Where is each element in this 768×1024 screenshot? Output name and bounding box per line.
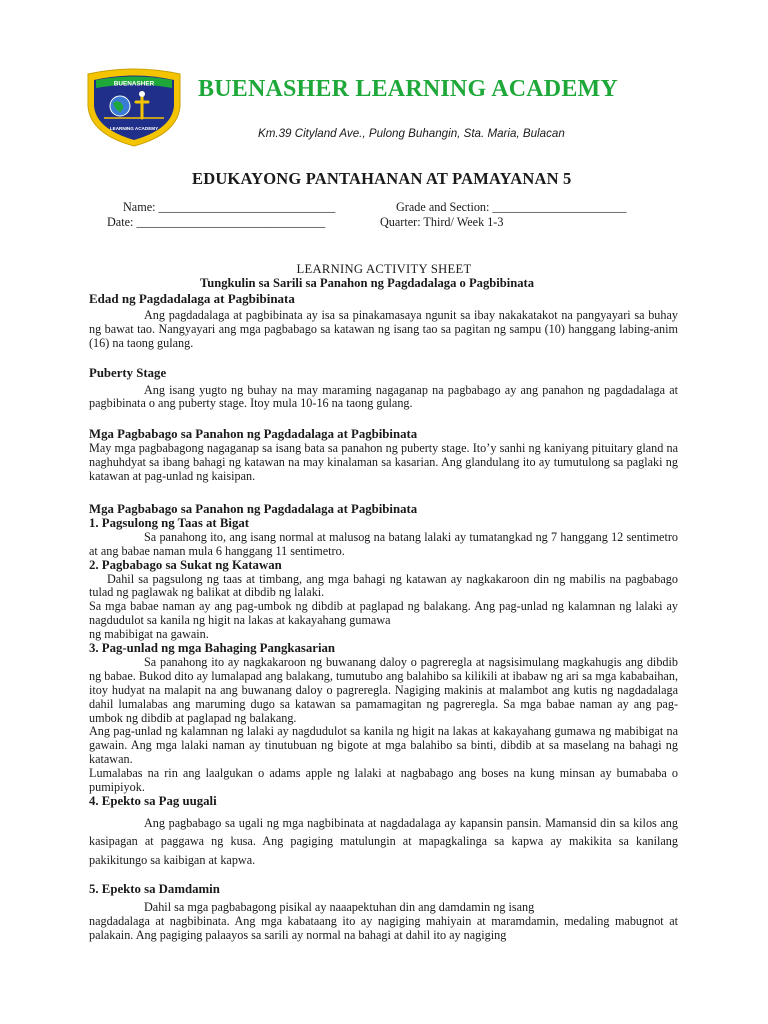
paragraph-damdamin-1: Dahil sa mga pagbabagong pisikal ay naaapektuhan din ang damdamin ng isang [144, 900, 535, 915]
subject-title: EDUKAYONG PANTAHANAN AT PAMAYANAN 5 [192, 169, 572, 188]
paragraph-pangkasarian-2: Ang pag-unlad ng kalamnan ng lalaki ay nagdudulot sa kanila ng higit na lakas at kakayahang gumawa ng mabibigat na gawain. Ang mga lalaki naman ay tinutubuan ng bigote at mga balahibo sa binti, dibdib at sa maselang na bahagi ng katawan. [89, 724, 678, 767]
heading-taas-bigat: 1. Pagsulong ng Taas at Bigat [89, 515, 250, 530]
logo-top-text: BUENASHER [113, 80, 155, 88]
heading-sukat-katawan: 2. Pagbabago sa Sukat ng Katawan [89, 557, 282, 572]
paragraph-edad: Ang pagdadalaga at pagbibinata ay isa sa pinakamasaya ngunit sa ibay nakakatakot na pangyayari sa buhay ng bawat tao. Nangyayari ang mga pagbabago sa katawan ng isang tao sa pagitan ng sampu (10) hanggang labing-anim (16) na taong gulang. [89, 307, 678, 350]
heading-damdamin: 5. Epekto sa Damdamin [89, 882, 220, 897]
heading-pagbabago-list: Mga Pagbabago sa Panahon ng Pagdadalaga at Pagbibinata [89, 501, 418, 516]
heading-puberty: Puberty Stage [89, 365, 167, 380]
paragraph-sukat-2: Sa mga babae naman ay ang pag-umbok ng dibdib at paglapad ng balakang. Ang pag-unlad ng kalamnan ng lalaki ay nagdudulot sa kanila ng higit na lakas at kakayahang gumawa [89, 599, 678, 628]
heading-pagbabago: Mga Pagbabago sa Panahon ng Pagdadalaga at Pagbibinata [89, 427, 418, 442]
school-name: BUENASHER LEARNING ACADEMY [198, 76, 618, 102]
heading-pag-uugali: 4. Epekto sa Pag uugali [89, 794, 217, 808]
sheet-title: LEARNING ACTIVITY SHEET [296, 262, 472, 276]
paragraph-puberty: Ang isang yugto ng buhay na may maraming nagaganap na pagbabago ay ang panahon ng pagdadalaga at pagbibinata o ang puberty stage. Itoy mula 10-16 na taong gulang. [89, 382, 678, 411]
paragraph-sukat-3: ng mabibigat na gawain. [89, 627, 209, 642]
paragraph-pagbabago: May mga pagbabagong nagaganap sa isang bata sa panahon ng puberty stage. Ito’y sanhi ng kaniyang pituitary gland na naghuhdyat sa ibang bahagi ng katawan na may kinalaman sa kasarian. Ang glandulang ito ay tumutulong sa paglaki ng katawan at pag-unlad ng kaisipan. [89, 441, 678, 484]
school-logo [82, 66, 186, 148]
sheet-body [89, 292, 678, 943]
heading-edad: Edad ng Pagdadalaga at Pagbibinata [89, 291, 295, 306]
topic-title: Tungkulin sa Sarili sa Panahon ng Pagdadalaga o Pagbibinata [199, 276, 535, 290]
paragraph-sukat-1: Dahil sa pagsulong ng taas at timbang, ang mga bahagi ng katawan ay nagkakaroon din ng mabilis na pagbabago tulad ng paglawak ng balikat at dibdib ng lalaki. [89, 571, 678, 600]
school-address: Km.39 Cityland Ave., Pulong Buhangin, Sta. Maria, Bulacan [258, 127, 565, 140]
heading-pangkasarian: 3. Pag-unlad ng mga Bahaging Pangkasarian [89, 641, 336, 656]
date-field: Date: _______________________________ [107, 215, 326, 229]
name-field: Name: _____________________________ [123, 200, 336, 214]
logo-bottom-text: LEARNING ACADEMY [109, 126, 159, 131]
paragraph-taas-bigat: Sa panahong ito, ang isang normal at malusog na batang lalaki ay tumatangkad ng 7 hanggang 12 sentimetro at ang babae naman mula 6 hanggang 11 sentimetro. [89, 529, 678, 558]
paragraph-pag-uugali: Ang pagbabago sa ugali ng mga nagbibinata at nagdadalaga ay kapansin pansin. Mamansid din sa kilos ang kasipagan at paggawa ng kusa. Ang pagiging matulungin at mapagkalinga sa kapwa ay makikita sa kanilang pakikitungo sa kaibigan at kapwa. [89, 815, 678, 867]
paragraph-damdamin-2: nagdadalaga at nagbibinata. Ang mga kabataang ito ay nagiging mahiyain at maramdamin, medaling mabugnot at palakain. Ang pagiging palaayos sa sarili ay normal na bahagi at dahil ito ay nagiging [89, 914, 678, 943]
paragraph-pangkasarian-1: Sa panahong ito ay nagkakaroon ng buwanang daloy o pagreregla at nagsisimulang magkahugis ang dibdib ng babae. Bukod dito ay lumalapad ang balakang, tumutubo ang balahibo sa kilikili at ibabaw ng ari sa mga kababaihan, itoy hudyat na malapit na ang buwanang daloy o pagreregla. Nagiging makinis at malambot ang kutis ng nagdadalaga dahil lumalabas ang maruming dugo sa katawan sa pamamagitan ng pagreregla. Sa mga babae naman ay ang pag-umbok ng dibdib at paglapad ng balakang. [89, 654, 678, 725]
quarter-field: Quarter: Third/ Week 1-3 [380, 215, 504, 229]
grade-section-field: Grade and Section: ______________________ [396, 200, 627, 214]
paragraph-pangkasarian-3: Lumalabas na rin ang laalgukan o adams apple ng lalaki at nagbabago ang boses na kung minsan ay bumababa o pumipiyok. [89, 766, 678, 795]
